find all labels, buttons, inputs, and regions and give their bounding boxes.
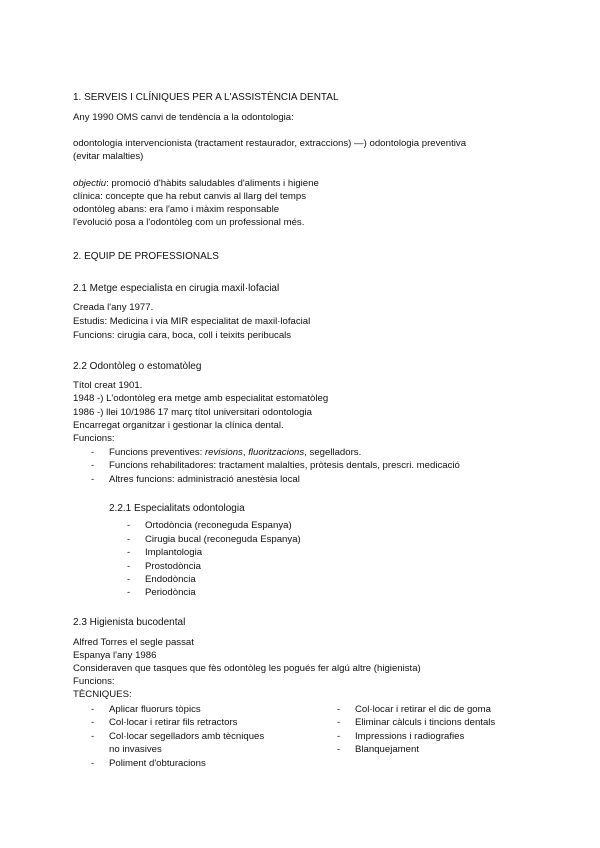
bullet-dash: - — [127, 534, 131, 545]
bullet-dash: - — [337, 744, 341, 755]
subsection-2-3-title: 2.3 Higienista bucodental — [73, 617, 186, 628]
s23-line-tecniques: TÈCNIQUES: — [73, 689, 132, 700]
fp-pre: Funcions preventives: — [109, 447, 205, 458]
specialty-item: Implantologia — [145, 547, 203, 558]
bullet-dash: - — [91, 460, 95, 471]
section-2-heading: 2. EQUIP DE PROFESSIONALS — [73, 251, 219, 262]
technique-left-item: Poliment d'obturacions — [109, 758, 206, 769]
specialty-item: Cirugia bucal (reconeguda Espanya) — [145, 534, 301, 545]
s23-line-consideraven: Consideraven que tasques que fès odontòleg les pogués fer algú altre (higienista) — [73, 663, 421, 674]
funcions-rehabilitadores: Funcions rehabilitadores: tractament malalties, pròtesis dentals, prescri. medicació — [109, 460, 460, 471]
s22-line-1948: 1948 -) L'odontòleg era metge amb especialitat estomatòleg — [73, 393, 329, 404]
bullet-dash: - — [91, 731, 95, 742]
technique-left-item: Col·locar i retirar fils retractors — [109, 717, 238, 728]
technique-left-item-continuation: no invasives — [109, 744, 162, 755]
objectiu-text: : promoció d'hàbits saludables d'aliments i higiene — [106, 178, 319, 189]
odontoleg-abans-line: odontòleg abans: era l'amo i màxim responsable — [73, 204, 280, 215]
technique-left-item: Aplicar fluorurs tòpics — [109, 704, 201, 715]
objectiu-line — [73, 178, 319, 190]
specialty-item: Periodòncia — [145, 587, 196, 598]
s21-line-creada: Creada l'any 1977. — [73, 302, 154, 313]
bullet-dash: - — [337, 731, 341, 742]
specialty-item: Ortodòncia (reconeguda Espanya) — [145, 520, 292, 531]
s21-line-funcions: Funcions: cirugia cara, boca, coll i teixits peribucals — [73, 330, 292, 341]
s21-line-estudis: Estudis: Medicina i via MIR especialitat de maxil·lofacial — [73, 316, 311, 327]
bullet-dash: - — [337, 717, 341, 728]
bullet-dash: - — [91, 447, 95, 458]
funcions-preventives — [109, 447, 361, 459]
subsection-2-2-title: 2.2 Odontòleg o estomatòleg — [73, 361, 202, 372]
s22-line-funcions: Funcions: — [73, 433, 115, 444]
fp-post: , segelladors. — [304, 447, 362, 458]
s23-line-espanya: Espanya l'any 1986 — [73, 650, 157, 661]
fp-revisions: revisions — [204, 447, 243, 458]
technique-right-item: Col·locar i retirar el dic de goma — [355, 704, 491, 715]
bullet-dash: - — [127, 561, 131, 572]
technique-right-item: Blanquejament — [355, 744, 420, 755]
s23-line-funcions: Funcions: — [73, 676, 115, 687]
subsection-2-2-1-title: 2.2.1 Especialitats odontologia — [109, 503, 245, 514]
bullet-dash: - — [127, 587, 131, 598]
bullet-dash: - — [127, 547, 131, 558]
bullet-dash: - — [91, 758, 95, 769]
s23-line-alfred: Alfred Torres el segle passat — [73, 637, 194, 648]
bullet-dash: - — [127, 574, 131, 585]
objectiu-label: objectiu — [73, 178, 107, 189]
technique-right-item: Impressions i radiografies — [355, 731, 465, 742]
fp-sep: , — [242, 447, 249, 458]
altres-funcions: Altres funcions: administració anestèsia local — [109, 474, 300, 485]
clinica-line: clínica: concepte que ha rebut canvis al llarg del temps — [73, 191, 307, 202]
evolucio-line: l'evolució posa a l'odontòleg com un professional més. — [73, 217, 305, 228]
paragraph-oms: Any 1990 OMS canvi de tendència a la odontologia: — [73, 112, 294, 123]
specialty-item: Endodòncia — [145, 574, 196, 585]
bullet-dash: - — [127, 520, 131, 531]
paragraph-odontologia-line2: (evitar malalties) — [73, 151, 144, 162]
subsection-2-1-title: 2.1 Metge especialista en cirugia maxil·lofacial — [73, 283, 280, 294]
paragraph-odontologia-line1: odontologia intervencionista (tractament restaurador, extraccions) —) odontologia preventiva — [73, 138, 467, 149]
s22-line-1986: 1986 -) llei 10/1986 17 març títol universitari odontologia — [73, 407, 312, 418]
specialty-item: Prostodòncia — [145, 561, 201, 572]
fp-fluoritzacions: fluoritzacions — [248, 447, 305, 458]
technique-left-item: Col·locar segelladors amb tècniques — [109, 731, 265, 742]
technique-right-item: Eliminar càlculs i tincions dentals — [355, 717, 496, 728]
bullet-dash: - — [91, 474, 95, 485]
bullet-dash: - — [91, 704, 95, 715]
section-1-heading: 1. SERVEIS I CLÍNIQUES PER A L'ASSISTÈNCIA DENTAL — [73, 92, 339, 103]
s22-line-encarregat: Encarregat organitzar i gestionar la clínica dental. — [73, 420, 284, 431]
bullet-dash: - — [337, 704, 341, 715]
bullet-dash: - — [91, 717, 95, 728]
s22-line-titol: Títol creat 1901. — [73, 380, 143, 391]
